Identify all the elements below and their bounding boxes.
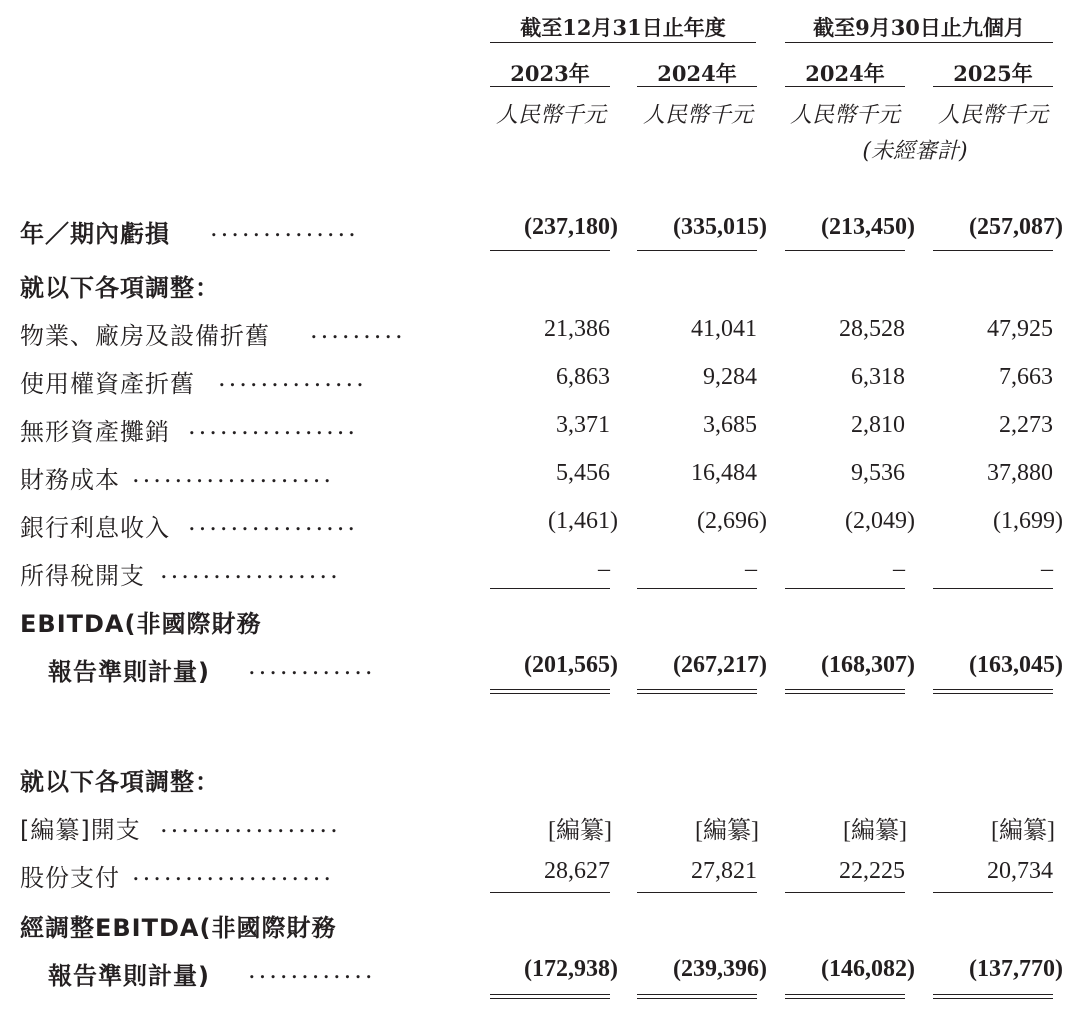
row-label-adjusted-for-2: 就以下各項調整： <box>20 768 220 796</box>
column-year-rule-1 <box>490 86 610 87</box>
row-tax-underline-1 <box>490 588 610 589</box>
column-year-3: 2024年 <box>805 61 885 86</box>
leader-dots: .............. <box>218 364 367 392</box>
leader-dots: ................ <box>188 508 359 536</box>
row-tax-value-4: – <box>1041 556 1053 582</box>
row-share-value-1: 28,627 <box>544 858 610 884</box>
column-year-rule-3 <box>785 86 905 87</box>
row-label-bank-interest: 銀行利息收入 <box>20 514 170 542</box>
row-amortisation-value-2: 3,685 <box>703 412 757 438</box>
row-ebitda-double-underline-3 <box>785 689 905 694</box>
row-adj-ebitda-value-4: (137,770) <box>969 956 1063 982</box>
row-ppe-value-3: 28,528 <box>839 316 905 342</box>
row-share-underline-1 <box>490 892 610 893</box>
row-share-value-3: 22,225 <box>839 858 905 884</box>
row-ebitda-double-underline-2 <box>637 689 757 694</box>
column-group-nine-months: 截至9月30日止九個月 <box>813 15 1025 40</box>
leader-dots: ......... <box>310 316 406 344</box>
row-share-underline-3 <box>785 892 905 893</box>
row-label-loss: 年／期內虧損 <box>20 220 170 248</box>
row-redacted-value-3: [編纂] <box>843 818 907 844</box>
row-adj-ebitda-double-underline-2 <box>637 994 757 999</box>
row-rou-value-2: 9,284 <box>703 364 757 390</box>
row-ebitda-double-underline-4 <box>933 689 1053 694</box>
leader-dots: ................. <box>160 810 341 838</box>
row-loss-underline-1 <box>490 250 610 251</box>
row-ppe-value-1: 21,386 <box>544 316 610 342</box>
row-adj-ebitda-double-underline-3 <box>785 994 905 999</box>
leader-dots: ............ <box>248 652 376 680</box>
row-loss-underline-3 <box>785 250 905 251</box>
row-share-value-4: 20,734 <box>987 858 1053 884</box>
leader-dots: ................. <box>160 556 341 584</box>
row-label-ebitda-cont: 報告準則計量) <box>48 658 210 686</box>
row-label-redacted-expense: [編纂]開支 <box>20 816 141 844</box>
row-loss-underline-2 <box>637 250 757 251</box>
row-label-adjusted-for: 就以下各項調整： <box>20 274 220 302</box>
row-label-ppe-depreciation: 物業、廠房及設備折舊 <box>20 322 270 350</box>
row-loss-value-4: (257,087) <box>969 214 1063 240</box>
row-ppe-value-4: 47,925 <box>987 316 1053 342</box>
row-adj-ebitda-value-1: (172,938) <box>524 956 618 982</box>
column-year-1: 2023年 <box>510 61 590 86</box>
row-finance-value-1: 5,456 <box>556 460 610 486</box>
row-ebitda-value-3: (168,307) <box>821 652 915 678</box>
column-group-rule-1 <box>490 42 756 43</box>
row-loss-value-2: (335,015) <box>673 214 767 240</box>
row-rou-value-1: 6,863 <box>556 364 610 390</box>
unaudited-note: (未經審計) <box>862 139 968 164</box>
row-tax-underline-4 <box>933 588 1053 589</box>
leader-dots: .............. <box>210 214 359 242</box>
leader-dots: ................... <box>132 460 334 488</box>
row-ebitda-double-underline-1 <box>490 689 610 694</box>
row-adj-ebitda-double-underline-4 <box>933 994 1053 999</box>
row-tax-value-3: – <box>893 556 905 582</box>
row-amortisation-value-3: 2,810 <box>851 412 905 438</box>
row-tax-value-2: – <box>745 556 757 582</box>
row-label-ebitda: EBITDA(非國際財務 <box>20 610 262 638</box>
row-ebitda-value-1: (201,565) <box>524 652 618 678</box>
column-unit-4: 人民幣千元 <box>937 103 1048 128</box>
row-label-income-tax: 所得稅開支 <box>20 562 145 590</box>
row-tax-underline-2 <box>637 588 757 589</box>
row-loss-value-3: (213,450) <box>821 214 915 240</box>
row-share-underline-2 <box>637 892 757 893</box>
row-tax-value-1: – <box>598 556 610 582</box>
row-interest-value-3: (2,049) <box>845 508 915 534</box>
row-adj-ebitda-double-underline-1 <box>490 994 610 999</box>
row-loss-underline-4 <box>933 250 1053 251</box>
row-tax-underline-3 <box>785 588 905 589</box>
row-amortisation-value-1: 3,371 <box>556 412 610 438</box>
column-unit-1: 人民幣千元 <box>495 103 606 128</box>
row-label-adjusted-ebitda-cont: 報告準則計量) <box>48 962 210 990</box>
row-amortisation-value-4: 2,273 <box>999 412 1053 438</box>
leader-dots: ................ <box>188 412 359 440</box>
row-rou-value-3: 6,318 <box>851 364 905 390</box>
row-finance-value-2: 16,484 <box>691 460 757 486</box>
row-loss-value-1: (237,180) <box>524 214 618 240</box>
row-label-adjusted-ebitda: 經調整EBITDA(非國際財務 <box>20 914 337 942</box>
column-year-rule-2 <box>637 86 757 87</box>
row-interest-value-1: (1,461) <box>548 508 618 534</box>
row-adj-ebitda-value-3: (146,082) <box>821 956 915 982</box>
row-finance-value-3: 9,536 <box>851 460 905 486</box>
column-unit-2: 人民幣千元 <box>642 103 753 128</box>
row-label-rou-depreciation: 使用權資產折舊 <box>20 370 195 398</box>
row-finance-value-4: 37,880 <box>987 460 1053 486</box>
row-redacted-value-2: [編纂] <box>695 818 759 844</box>
row-interest-value-2: (2,696) <box>697 508 767 534</box>
row-label-amortisation: 無形資產攤銷 <box>20 418 170 446</box>
leader-dots: ................... <box>132 858 334 886</box>
column-year-2: 2024年 <box>657 61 737 86</box>
row-ebitda-value-2: (267,217) <box>673 652 767 678</box>
row-redacted-value-1: [編纂] <box>548 818 612 844</box>
row-share-underline-4 <box>933 892 1053 893</box>
column-group-rule-2 <box>785 42 1053 43</box>
row-ebitda-value-4: (163,045) <box>969 652 1063 678</box>
row-rou-value-4: 7,663 <box>999 364 1053 390</box>
row-interest-value-4: (1,699) <box>993 508 1063 534</box>
row-ppe-value-2: 41,041 <box>691 316 757 342</box>
row-redacted-value-4: [編纂] <box>991 818 1055 844</box>
row-label-finance-costs: 財務成本 <box>20 466 120 494</box>
column-year-4: 2025年 <box>953 61 1033 86</box>
column-unit-3: 人民幣千元 <box>789 103 900 128</box>
row-label-share-payment: 股份支付 <box>20 864 120 892</box>
column-group-year-ended: 截至12月31日止年度 <box>520 15 726 40</box>
row-share-value-2: 27,821 <box>691 858 757 884</box>
row-adj-ebitda-value-2: (239,396) <box>673 956 767 982</box>
leader-dots: ............ <box>248 956 376 984</box>
column-year-rule-4 <box>933 86 1053 87</box>
